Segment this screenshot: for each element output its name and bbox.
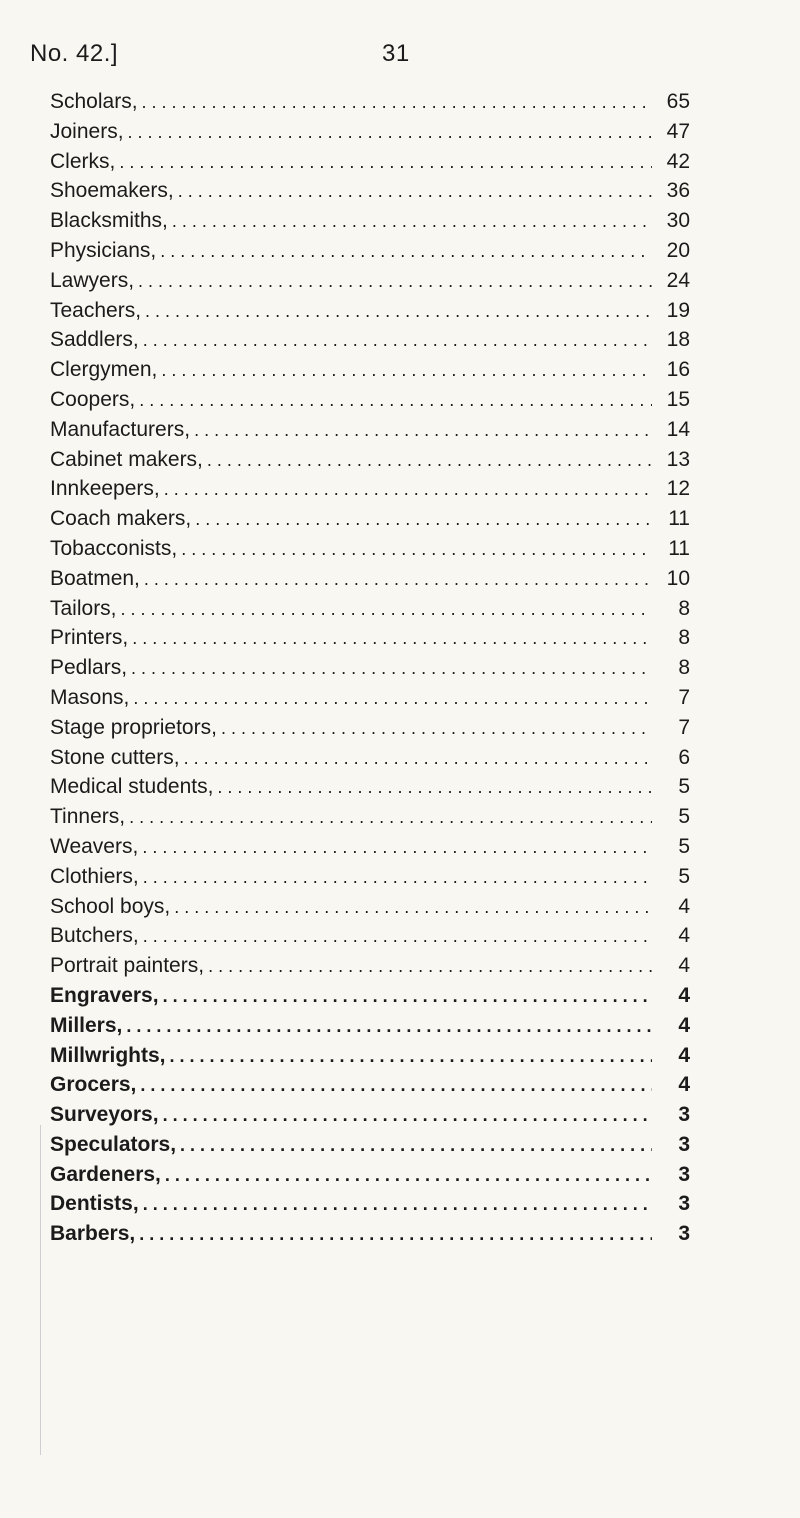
occupation-label: Saddlers, <box>50 328 139 352</box>
list-item <box>50 1133 690 1163</box>
occupation-count: 4 <box>678 894 690 918</box>
occupation-count: 6 <box>678 745 690 769</box>
list-item <box>50 328 690 358</box>
occupation-count: 14 <box>666 417 690 441</box>
occupation-count: 4 <box>678 954 690 978</box>
occupation-label: Physicians, <box>50 238 157 262</box>
dot-leader <box>143 1194 652 1215</box>
occupation-count: 42 <box>666 149 690 173</box>
occupation-label: Speculators, <box>50 1132 177 1156</box>
dot-leader <box>129 807 652 828</box>
occupation-count: 4 <box>678 1073 690 1097</box>
dot-leader <box>180 1135 652 1156</box>
occupation-count: 7 <box>678 715 690 739</box>
list-item <box>50 895 690 925</box>
occupation-count: 16 <box>666 358 690 382</box>
dot-leader <box>143 926 652 947</box>
occupation-label: Stage proprietors, <box>50 715 217 739</box>
dot-leader <box>128 122 652 143</box>
list-item <box>50 1044 690 1074</box>
dot-leader <box>208 956 652 977</box>
occupation-count: 11 <box>668 507 690 531</box>
dot-leader <box>184 748 652 769</box>
dot-leader <box>221 718 652 739</box>
occupation-count: 4 <box>678 924 690 948</box>
dot-leader <box>217 777 652 798</box>
occupation-count: 8 <box>678 596 690 620</box>
list-item <box>50 656 690 686</box>
occupation-label: Printers, <box>50 626 129 650</box>
list-item <box>50 775 690 805</box>
list-item <box>50 865 690 895</box>
list-item <box>50 150 690 180</box>
dot-leader <box>140 1075 652 1096</box>
list-item <box>50 1103 690 1133</box>
occupation-label: Joiners, <box>50 119 124 143</box>
list-item <box>50 954 690 984</box>
dot-leader <box>178 181 652 202</box>
list-item <box>50 448 690 478</box>
occupation-count: 13 <box>666 447 690 471</box>
dot-leader <box>139 390 652 411</box>
list-item <box>50 269 690 299</box>
occupation-label: Dentists, <box>50 1192 139 1216</box>
dot-leader <box>143 330 652 351</box>
list-item <box>50 686 690 716</box>
list-item <box>50 716 690 746</box>
occupation-count: 5 <box>678 805 690 829</box>
occupation-count: 4 <box>678 1013 690 1037</box>
occupation-label: Pedlars, <box>50 656 128 680</box>
occupation-label: Butchers, <box>50 924 139 948</box>
dot-leader <box>139 1224 652 1245</box>
occupation-label: Tailors, <box>50 596 117 620</box>
occupation-count: 3 <box>678 1103 690 1127</box>
list-item <box>50 805 690 835</box>
issue-number: No. 42.] <box>30 40 119 67</box>
list-item <box>50 1222 690 1252</box>
occupation-count: 5 <box>678 834 690 858</box>
list-item <box>50 984 690 1014</box>
occupation-label: Tobacconists, <box>50 536 178 560</box>
occupation-count: 47 <box>666 119 690 143</box>
occupation-label: Millwrights, <box>50 1043 166 1067</box>
occupation-count: 36 <box>666 179 690 203</box>
list-item <box>50 924 690 954</box>
occupation-count: 5 <box>678 775 690 799</box>
occupation-count: 4 <box>678 1043 690 1067</box>
dot-leader <box>174 897 652 918</box>
occupation-count: 5 <box>678 864 690 888</box>
occupation-count: 4 <box>678 983 690 1007</box>
dot-leader <box>131 658 652 679</box>
occupation-label: Barbers, <box>50 1222 136 1246</box>
dot-leader <box>170 1046 653 1067</box>
occupation-count: 10 <box>666 566 690 590</box>
list-item <box>50 597 690 627</box>
dot-leader <box>160 241 652 262</box>
dot-leader <box>172 211 652 232</box>
occupation-label: Innkeepers, <box>50 477 160 501</box>
occupation-count: 8 <box>678 626 690 650</box>
dot-leader <box>207 450 652 471</box>
dot-leader <box>121 599 652 620</box>
occupation-label: Weavers, <box>50 834 139 858</box>
dot-leader <box>164 479 652 500</box>
occupation-count: 30 <box>666 209 690 233</box>
list-item <box>50 120 690 150</box>
occupation-label: Clergymen, <box>50 358 158 382</box>
occupation-count: 3 <box>678 1192 690 1216</box>
occupation-count: 15 <box>666 387 690 411</box>
list-item <box>50 626 690 656</box>
dot-leader <box>126 1016 652 1037</box>
occupation-label: Grocers, <box>50 1073 137 1097</box>
dot-leader <box>145 301 652 322</box>
occupation-count: 3 <box>678 1132 690 1156</box>
list-item <box>50 1014 690 1044</box>
occupation-count: 7 <box>678 685 690 709</box>
occupation-label: Coopers, <box>50 387 136 411</box>
occupation-label: Medical students, <box>50 775 214 799</box>
occupation-label: Millers, <box>50 1013 123 1037</box>
occupation-count: 11 <box>668 536 690 560</box>
occupation-count: 12 <box>666 477 690 501</box>
occupation-label: Tinners, <box>50 805 126 829</box>
dot-leader <box>163 1105 652 1126</box>
occupation-label: Surveyors, <box>50 1103 159 1127</box>
list-item <box>50 388 690 418</box>
dot-leader <box>132 628 652 649</box>
dot-leader <box>142 92 652 113</box>
occupation-label: Shoemakers, <box>50 179 174 203</box>
occupation-label: Lawyers, <box>50 268 135 292</box>
dot-leader <box>163 986 652 1007</box>
dot-leader <box>161 360 652 381</box>
list-item <box>50 209 690 239</box>
dot-leader <box>119 152 652 173</box>
list-item <box>50 299 690 329</box>
occupation-count: 20 <box>666 238 690 262</box>
occupation-count: 24 <box>666 268 690 292</box>
occupation-label: Stone cutters, <box>50 745 180 769</box>
list-item <box>50 835 690 865</box>
list-item <box>50 418 690 448</box>
occupation-label: Clothiers, <box>50 864 139 888</box>
dot-leader <box>165 1165 652 1186</box>
dot-leader <box>194 420 652 441</box>
list-item <box>50 477 690 507</box>
occupation-label: Clerks, <box>50 149 116 173</box>
list-item <box>50 1163 690 1193</box>
occupation-label: Coach makers, <box>50 507 192 531</box>
dot-leader <box>195 509 652 530</box>
margin-rule <box>40 1125 41 1455</box>
list-item <box>50 1073 690 1103</box>
occupation-label: Manufacturers, <box>50 417 191 441</box>
dot-leader <box>142 837 652 858</box>
occupation-count: 65 <box>666 90 690 113</box>
dot-leader <box>133 688 652 709</box>
occupation-label: Teachers, <box>50 298 142 322</box>
list-item <box>50 746 690 776</box>
occupation-label: School boys, <box>50 894 171 918</box>
dot-leader <box>143 867 652 888</box>
occupation-label: Portrait painters, <box>50 954 205 978</box>
list-item <box>50 1192 690 1222</box>
dot-leader <box>138 271 652 292</box>
occupation-label: Gardeners, <box>50 1162 161 1186</box>
list-item <box>50 179 690 209</box>
occupation-count: 18 <box>666 328 690 352</box>
occupation-label: Scholars, <box>50 90 138 113</box>
occupation-label: Masons, <box>50 685 130 709</box>
occupation-list <box>50 90 690 1252</box>
dot-leader <box>144 569 652 590</box>
page-number: 31 <box>382 40 410 67</box>
list-item <box>50 507 690 537</box>
occupation-count: 19 <box>666 298 690 322</box>
list-item <box>50 567 690 597</box>
occupation-count: 3 <box>678 1222 690 1246</box>
list-item <box>50 358 690 388</box>
occupation-label: Engravers, <box>50 983 159 1007</box>
occupation-label: Blacksmiths, <box>50 209 168 233</box>
occupation-count: 8 <box>678 656 690 680</box>
list-item <box>50 90 690 120</box>
list-item <box>50 537 690 567</box>
occupation-label: Cabinet makers, <box>50 447 203 471</box>
dot-leader <box>181 539 652 560</box>
occupation-label: Boatmen, <box>50 566 140 590</box>
occupation-count: 3 <box>678 1162 690 1186</box>
list-item <box>50 239 690 269</box>
